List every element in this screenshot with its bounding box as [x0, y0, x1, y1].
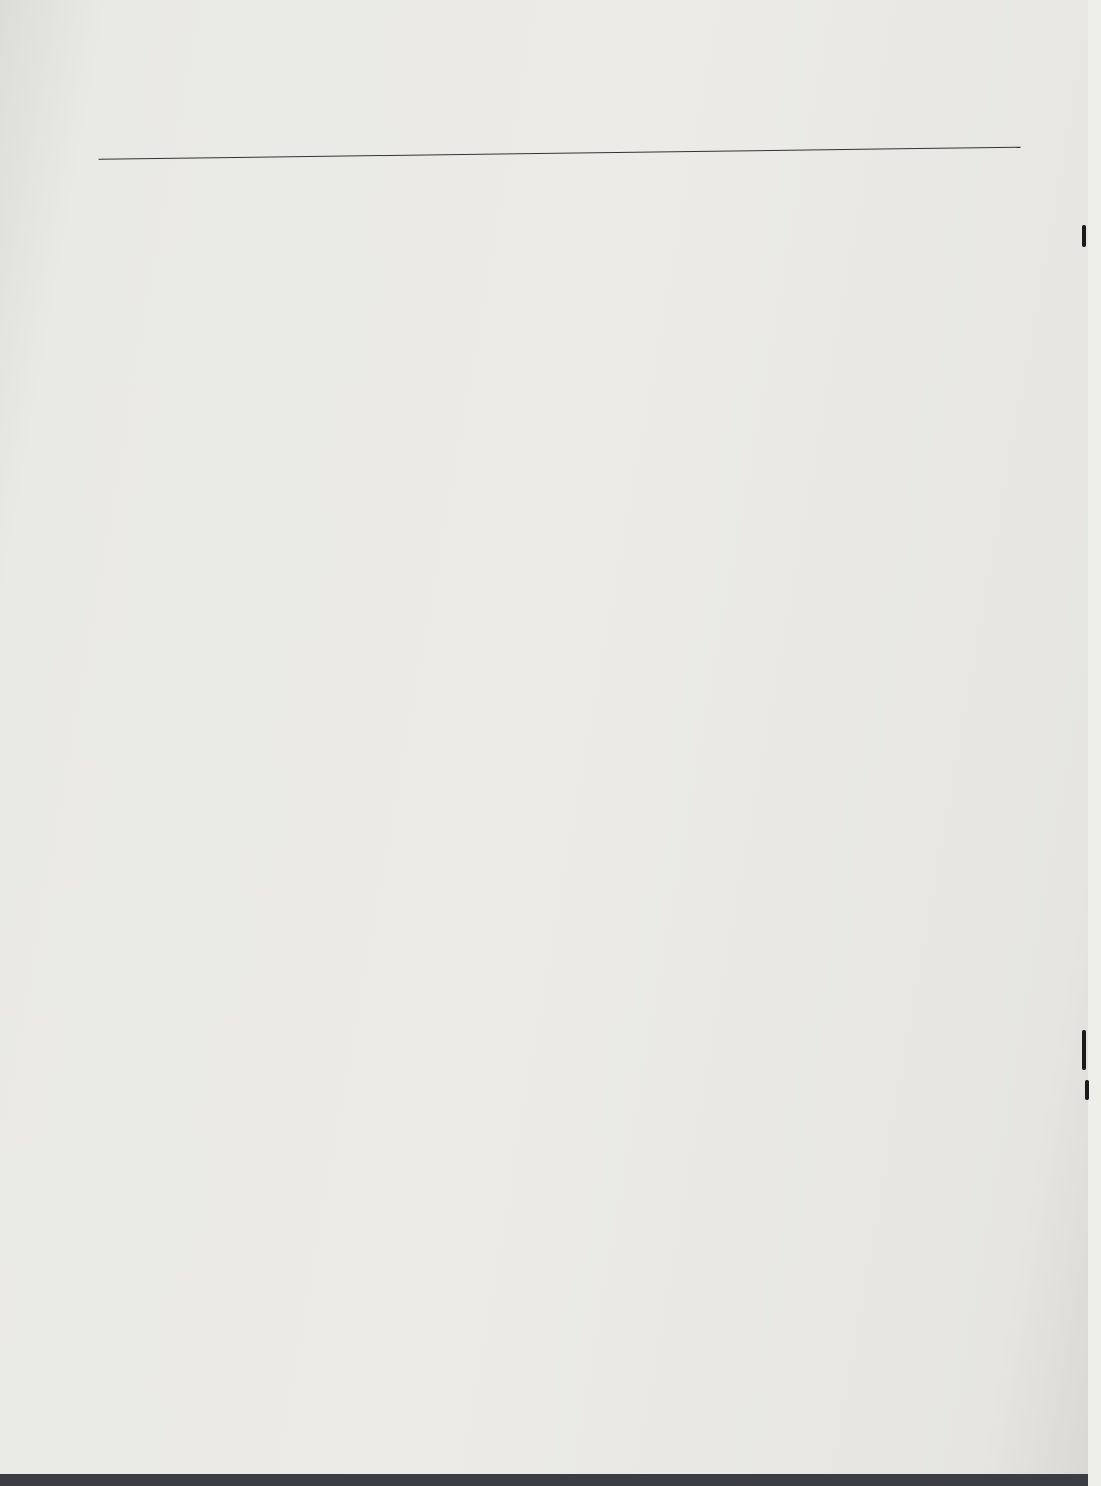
- note-text: [137, 182, 1021, 194]
- note-label: [81, 193, 137, 194]
- spec-list: [81, 178, 1021, 190]
- page-edge: [1088, 0, 1101, 1486]
- spec-content: [80, 106, 1021, 194]
- spec-rows: [81, 178, 1021, 190]
- section-header: [80, 106, 1021, 170]
- title-rule: [99, 147, 1021, 160]
- edge-mark: [1082, 225, 1086, 247]
- edge-mark: [1085, 1080, 1089, 1100]
- edge-mark: [1082, 1030, 1086, 1070]
- note: [81, 182, 1021, 194]
- track-configuration-block: [81, 178, 1021, 190]
